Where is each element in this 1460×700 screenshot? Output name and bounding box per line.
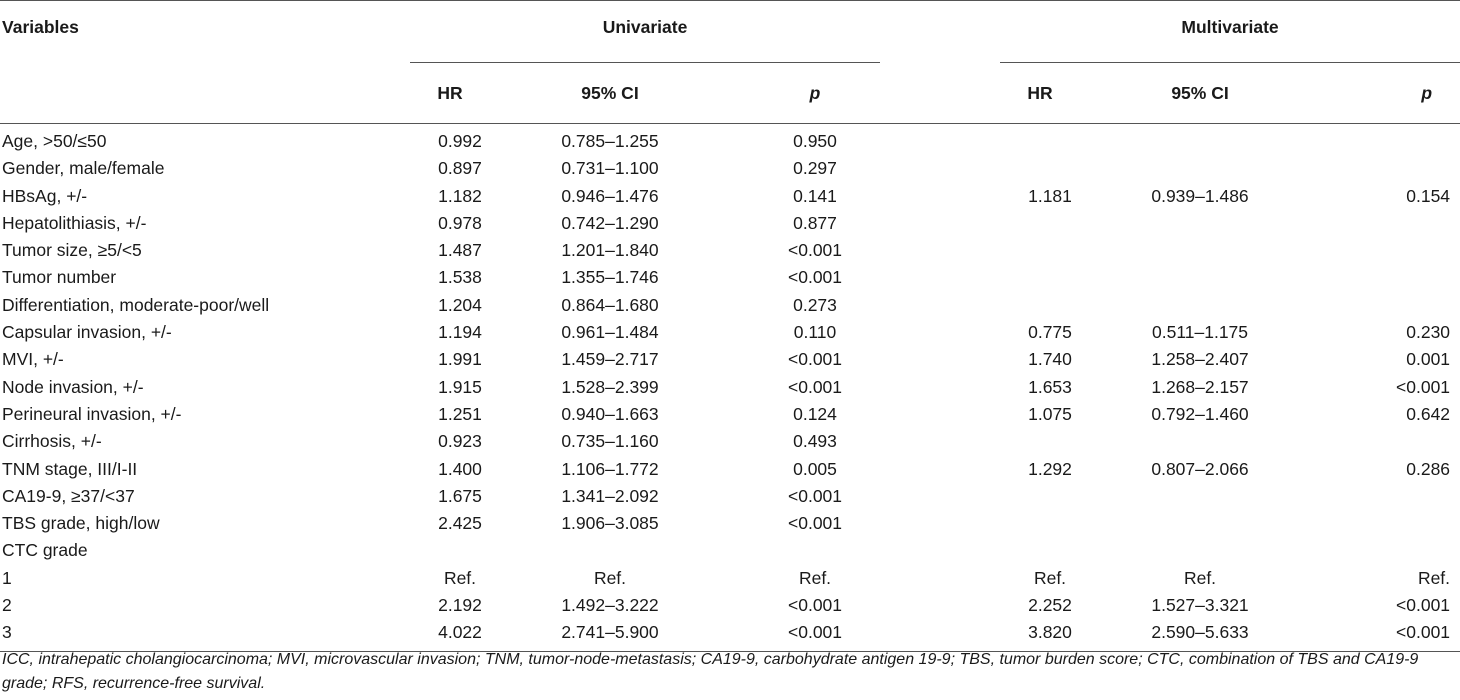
univariate-hr-cell: 0.978 — [438, 212, 482, 233]
table-row — [0, 124, 1460, 156]
header-m-ci: 95% CI — [1080, 63, 1320, 124]
univariate-p-cell: 0.877 — [793, 212, 837, 233]
multivariate-ci-cell: 0.807–2.066 — [1151, 458, 1249, 479]
univariate-hr-cell: 1.487 — [438, 240, 482, 261]
variable-cell: Gender, male/female — [2, 158, 165, 179]
univariate-ci-cell: 0.946–1.476 — [561, 185, 659, 206]
univariate-ci-cell: 0.731–1.100 — [561, 158, 659, 179]
header-multivariate: Multivariate — [1000, 1, 1460, 64]
multivariate-ci-cell: 0.792–1.460 — [1151, 403, 1249, 424]
multivariate-p-cell: <0.001 — [1396, 376, 1451, 397]
gap-cell — [880, 264, 1000, 291]
header-u-ci: 95% CI — [490, 63, 730, 124]
univariate-ci-cell: 0.742–1.290 — [561, 212, 659, 233]
multivariate-ci-cell: 2.590–5.633 — [1080, 619, 1320, 651]
multivariate-hr-cell: 1.292 — [1028, 458, 1072, 479]
gap-cell — [880, 565, 1000, 592]
gap-cell — [880, 374, 1000, 401]
gap-cell — [880, 537, 1000, 564]
gap-cell — [880, 319, 1000, 346]
multivariate-hr-cell — [1000, 483, 1080, 510]
univariate-ci-cell: 2.741–5.900 — [490, 619, 730, 651]
univariate-hr-cell: 1.538 — [438, 267, 482, 288]
header-blank — [0, 63, 410, 124]
univariate-p-cell: 0.124 — [793, 403, 837, 424]
gap-cell — [880, 210, 1000, 237]
header-m-hr: HR — [1000, 63, 1080, 124]
univariate-hr-cell: 1.182 — [438, 185, 482, 206]
multivariate-ci-cell: 1.527–3.321 — [1151, 595, 1249, 616]
univariate-p-cell: 0.110 — [793, 322, 837, 343]
variable-cell: CTC grade — [2, 540, 88, 561]
gap-cell — [880, 292, 1000, 319]
variable-cell: CA19-9, ≥37/<37 — [2, 485, 135, 506]
table-row — [0, 155, 1460, 182]
multivariate-p-cell — [1320, 210, 1460, 237]
univariate-p-cell: <0.001 — [788, 376, 843, 397]
multivariate-ci-cell — [1080, 537, 1320, 564]
multivariate-hr-cell — [1000, 155, 1080, 182]
multivariate-p-cell — [1320, 428, 1460, 455]
table-row — [0, 456, 1460, 483]
multivariate-p-cell — [1320, 483, 1460, 510]
univariate-ci-cell: 1.355–1.746 — [561, 267, 659, 288]
multivariate-hr-cell — [1000, 264, 1080, 291]
table-row — [0, 319, 1460, 346]
univariate-p-cell: 0.493 — [793, 431, 837, 452]
variable-cell: HBsAg, +/- — [2, 185, 88, 206]
variable-cell: MVI, +/- — [2, 349, 64, 370]
multivariate-hr-cell: 2.252 — [1028, 595, 1072, 616]
univariate-hr-cell: 1.251 — [438, 403, 482, 424]
univariate-ci-cell: 1.201–1.840 — [561, 240, 659, 261]
multivariate-p-cell — [1320, 510, 1460, 537]
univariate-p-cell: 0.141 — [793, 185, 837, 206]
univariate-ci-cell: 0.864–1.680 — [561, 294, 659, 315]
table-row — [0, 264, 1460, 291]
multivariate-ci-cell: 1.268–2.157 — [1151, 376, 1249, 397]
univariate-ci-cell: 0.961–1.484 — [561, 322, 659, 343]
variable-cell: 1 — [2, 567, 12, 588]
univariate-p-cell: 0.297 — [793, 158, 837, 179]
multivariate-hr-cell — [1000, 292, 1080, 319]
multivariate-p-cell: 0.642 — [1406, 403, 1451, 424]
table-row — [0, 619, 1460, 651]
univariate-ci-cell: 1.492–3.222 — [561, 595, 659, 616]
gap-cell — [880, 428, 1000, 455]
univariate-hr-cell: Ref. — [443, 567, 477, 588]
variable-cell: Hepatolithiasis, +/- — [2, 212, 147, 233]
univariate-ci-cell: 1.106–1.772 — [561, 458, 659, 479]
univariate-hr-cell: 0.897 — [438, 158, 482, 179]
multivariate-hr-cell — [1000, 237, 1080, 264]
multivariate-ci-cell: 0.939–1.486 — [1151, 185, 1249, 206]
univariate-p-cell: 0.950 — [793, 131, 837, 151]
univariate-ci-cell: 1.528–2.399 — [561, 376, 659, 397]
univariate-hr-cell: 1.675 — [438, 485, 482, 506]
table-row — [0, 183, 1460, 210]
univariate-ci-cell: 0.940–1.663 — [561, 403, 659, 424]
header-univariate: Univariate — [410, 1, 880, 64]
table-row — [0, 346, 1460, 373]
variable-cell: Age, >50/≤50 — [2, 131, 107, 151]
variable-cell: Perineural invasion, +/- — [2, 403, 182, 424]
univariate-hr-cell: 1.915 — [438, 376, 482, 397]
multivariate-ci-cell — [1080, 292, 1320, 319]
variable-cell: 2 — [2, 595, 12, 616]
multivariate-ci-cell: 1.258–2.407 — [1151, 349, 1249, 370]
univariate-ci-cell — [490, 537, 730, 564]
gap-cell — [880, 401, 1000, 428]
multivariate-p-cell — [1320, 124, 1460, 156]
univariate-hr-cell — [410, 537, 490, 564]
multivariate-p-cell: <0.001 — [1320, 619, 1460, 651]
header-row-sub — [0, 63, 1460, 124]
variable-cell: TNM stage, III/I-II — [2, 458, 138, 479]
table-row — [0, 292, 1460, 319]
univariate-hr-cell: 1.400 — [438, 458, 482, 479]
table-body — [0, 124, 1460, 652]
univariate-ci-cell: 1.906–3.085 — [561, 513, 659, 534]
multivariate-p-cell: 0.230 — [1406, 322, 1451, 343]
univariate-hr-cell: 0.923 — [438, 431, 482, 452]
multivariate-p-cell — [1320, 537, 1460, 564]
variable-cell: 3 — [0, 619, 410, 651]
table-row — [0, 428, 1460, 455]
multivariate-p-cell: Ref. — [1417, 567, 1451, 588]
univariate-hr-cell: 2.192 — [438, 595, 482, 616]
multivariate-p-cell: 0.154 — [1406, 185, 1451, 206]
multivariate-p-cell: 0.286 — [1406, 458, 1451, 479]
multivariate-p-cell — [1320, 155, 1460, 182]
univariate-ci-cell: 1.341–2.092 — [561, 485, 659, 506]
multivariate-ci-cell — [1080, 210, 1320, 237]
multivariate-hr-cell — [1000, 428, 1080, 455]
header-row-groups — [0, 1, 1460, 64]
multivariate-hr-cell: 1.181 — [1028, 185, 1072, 206]
multivariate-hr-cell — [1000, 510, 1080, 537]
multivariate-ci-cell — [1080, 155, 1320, 182]
univariate-p-cell: <0.001 — [730, 619, 880, 651]
univariate-p-cell: <0.001 — [788, 485, 843, 506]
multivariate-ci-cell — [1080, 510, 1320, 537]
univariate-ci-cell: 0.785–1.255 — [561, 131, 659, 151]
multivariate-hr-cell: 3.820 — [1000, 619, 1080, 651]
univariate-p-cell: <0.001 — [788, 595, 843, 616]
univariate-hr-cell: 4.022 — [410, 619, 490, 651]
multivariate-hr-cell: Ref. — [1033, 567, 1067, 588]
univariate-p-cell: <0.001 — [788, 240, 843, 261]
header-gap — [880, 1, 1000, 64]
multivariate-p-cell — [1320, 237, 1460, 264]
multivariate-ci-cell — [1080, 483, 1320, 510]
univariate-p-cell: 0.005 — [793, 458, 837, 479]
univariate-p-cell: <0.001 — [788, 349, 843, 370]
univariate-hr-cell: 1.991 — [438, 349, 482, 370]
header-u-hr: HR — [410, 63, 490, 124]
gap-cell — [880, 456, 1000, 483]
table-row — [0, 483, 1460, 510]
multivariate-hr-cell: 1.075 — [1028, 403, 1072, 424]
variable-cell: Node invasion, +/- — [2, 376, 144, 397]
variable-cell: Cirrhosis, +/- — [2, 431, 102, 452]
table-row — [0, 510, 1460, 537]
gap-cell — [880, 237, 1000, 264]
variable-cell: TBS grade, high/low — [2, 513, 160, 534]
variable-cell: Tumor size, ≥5/<5 — [2, 240, 142, 261]
table-row — [0, 592, 1460, 619]
header-u-p: p — [730, 63, 880, 124]
multivariate-ci-cell — [1080, 124, 1320, 156]
table-row — [0, 237, 1460, 264]
univariate-hr-cell: 2.425 — [438, 513, 482, 534]
gap-cell — [880, 483, 1000, 510]
variable-cell: Tumor number — [2, 267, 117, 288]
multivariate-hr-cell — [1000, 210, 1080, 237]
multivariate-ci-cell — [1080, 264, 1320, 291]
gap-cell — [880, 183, 1000, 210]
univariate-p-cell — [730, 537, 880, 564]
multivariate-ci-cell: 0.511–1.175 — [1152, 322, 1249, 343]
variable-cell: Differentiation, moderate-poor/well — [2, 294, 270, 315]
multivariate-hr-cell: 0.775 — [1028, 322, 1072, 343]
gap-cell — [880, 592, 1000, 619]
multivariate-p-cell: <0.001 — [1396, 595, 1451, 616]
multivariate-hr-cell — [1000, 537, 1080, 564]
variable-cell: Capsular invasion, +/- — [2, 322, 172, 343]
multivariate-hr-cell: 1.653 — [1028, 376, 1072, 397]
footnote: ICC, intrahepatic cholangiocarcinoma; MVI, microvascular invasion; TNM, tumor-node-metastasis; CA19-9, carbohydrate antigen 19-9; TBS, tumor burden score; CTC, combination of TBS and CA19-9 grade; RFS, recurrence-free survival. — [2, 651, 1419, 692]
gap-cell — [880, 619, 1000, 651]
univariate-p-cell: Ref. — [798, 567, 832, 588]
multivariate-p-cell — [1320, 292, 1460, 319]
univariate-hr-cell: 0.992 — [438, 131, 482, 151]
table-row — [0, 565, 1460, 592]
multivariate-p-cell: 0.001 — [1406, 349, 1451, 370]
univariate-ci-cell: 0.735–1.160 — [561, 431, 659, 452]
table-row — [0, 210, 1460, 237]
multivariate-p-cell — [1320, 264, 1460, 291]
header-gap2 — [880, 63, 1000, 124]
gap-cell — [880, 155, 1000, 182]
multivariate-ci-cell — [1080, 428, 1320, 455]
univariate-ci-cell: 1.459–2.717 — [561, 349, 659, 370]
gap-cell — [880, 124, 1000, 156]
multivariate-hr-cell: 1.740 — [1028, 349, 1072, 370]
univariate-hr-cell: 1.204 — [438, 294, 482, 315]
table-row — [0, 537, 1460, 564]
header-variables: Variables — [0, 1, 410, 64]
univariate-p-cell: 0.273 — [793, 294, 837, 315]
univariate-ci-cell: Ref. — [593, 567, 627, 588]
table-row — [0, 401, 1460, 428]
multivariate-hr-cell — [1000, 124, 1080, 156]
gap-cell — [880, 510, 1000, 537]
table-row — [0, 374, 1460, 401]
multivariate-ci-cell — [1080, 237, 1320, 264]
univariate-hr-cell: 1.194 — [438, 322, 482, 343]
gap-cell — [880, 346, 1000, 373]
univariate-p-cell: <0.001 — [788, 267, 843, 288]
multivariate-ci-cell: Ref. — [1183, 567, 1217, 588]
header-m-p: p — [1320, 63, 1460, 124]
univariate-p-cell: <0.001 — [788, 513, 843, 534]
